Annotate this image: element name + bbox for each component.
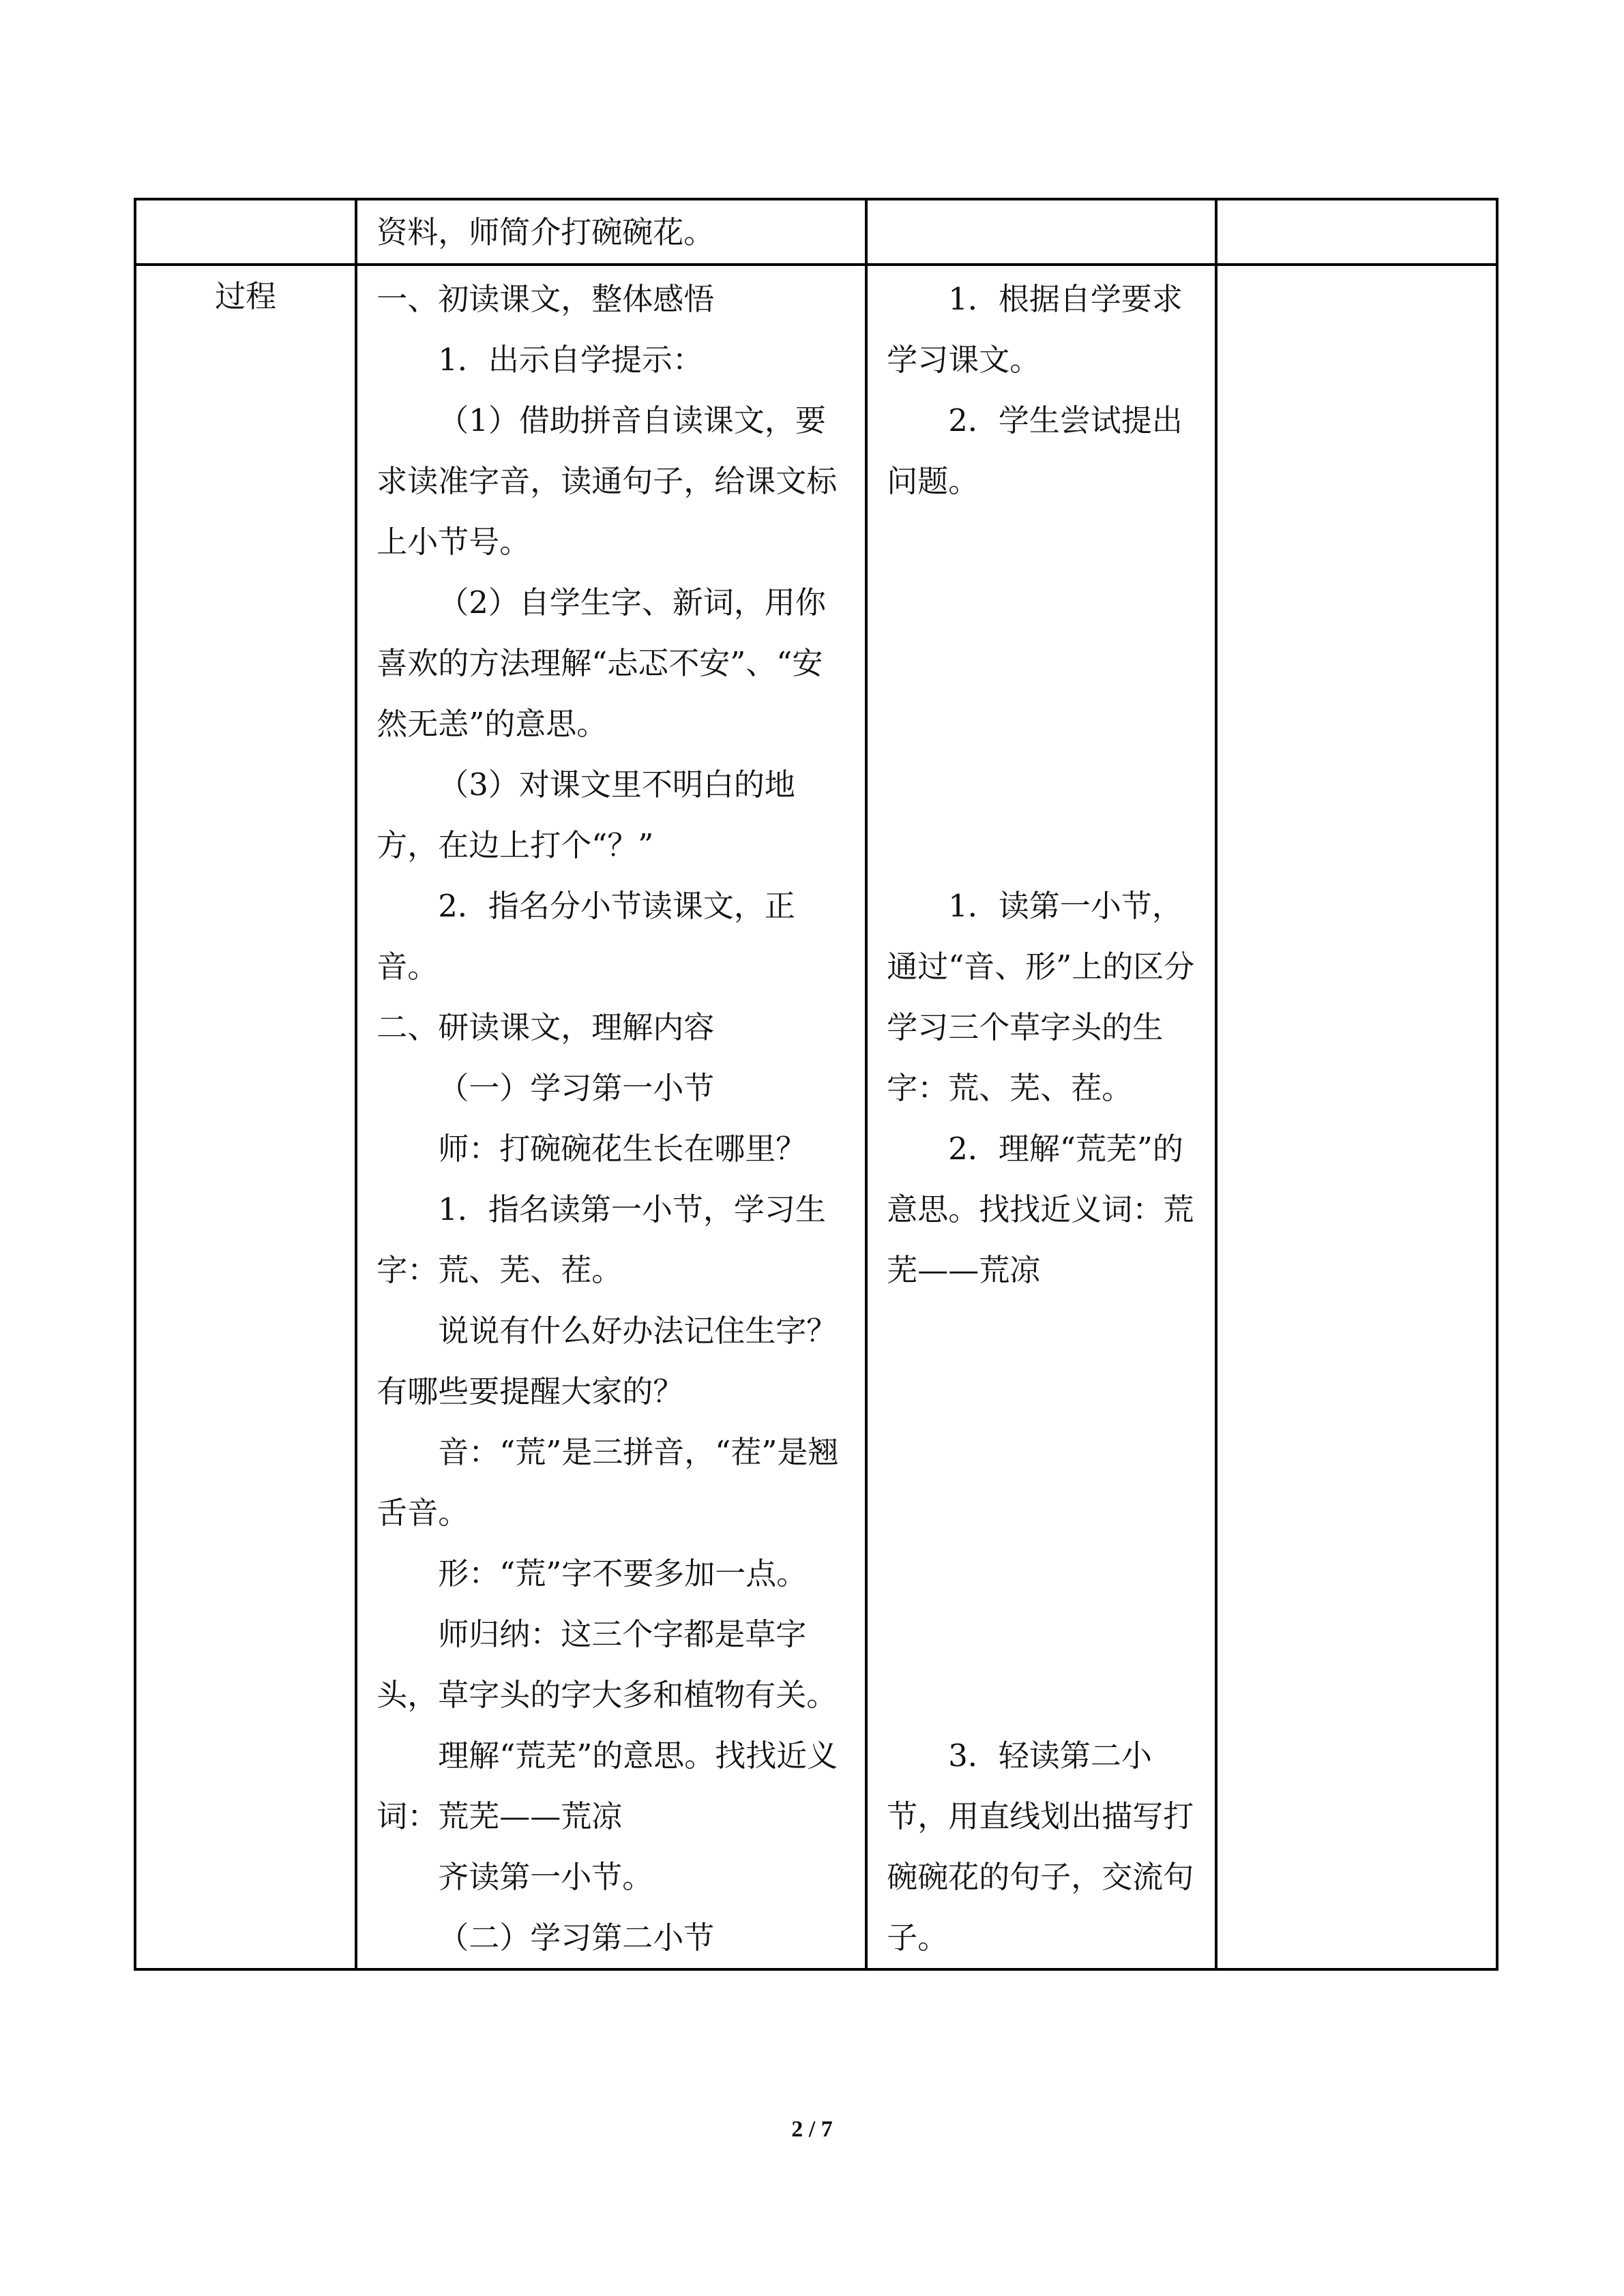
- teacher-activity-text: [357, 266, 865, 1968]
- teacher-item: 2．指名分小节读课文，正音。: [377, 888, 795, 985]
- teacher-item: （二）学习第二小节: [438, 1920, 715, 1956]
- teacher-item: 音：“荒”是三拼音，“茬”是翘舌音。: [377, 1434, 839, 1531]
- student-item: 2．学生尝试提出问题。: [887, 402, 1183, 499]
- student-group-2: [887, 876, 1200, 1300]
- teacher-item: 1．出示自学提示：: [438, 342, 703, 378]
- student-item: 2．理解“荒芜”的意思。找找近义词：荒芜——荒凉: [887, 1131, 1194, 1288]
- teacher-item: 形：“荒”字不要多加一点。: [438, 1555, 808, 1592]
- table-row: [135, 265, 1497, 1969]
- teacher-item: 1．指名读第一小节，学习生字：荒、芜、茬。: [377, 1191, 826, 1288]
- teacher-item: 说说有什么好办法记住生字？有哪些要提醒大家的？: [377, 1313, 838, 1410]
- teacher-activity-cell: [356, 265, 866, 1969]
- notes-cell: [1216, 265, 1497, 1969]
- student-item: 1．读第一小节，通过“音、形”上的区分学习三个草字头的生字：荒、芜、茬。: [887, 888, 1195, 1106]
- teacher-item: 齐读第一小节。: [438, 1859, 653, 1895]
- row-label-process: 过程: [215, 278, 277, 314]
- teacher-item: （1）借助拼音自读课文，要求读准字音，读通句子，给课文标上小节号。: [377, 402, 838, 560]
- teacher-item: （3）对课文里不明白的地方，在边上打个“？”: [377, 766, 795, 863]
- row-label-cell: [135, 265, 356, 1969]
- student-item: 3．轻读第二小节，用直线划出描写打碗碗花的句子，交流句子。: [887, 1738, 1194, 1956]
- spacer: [887, 511, 1200, 876]
- teacher-item: 一、初读课文，整体感悟: [377, 281, 715, 317]
- teacher-item: 师：打碗碗花生长在哪里？: [438, 1131, 807, 1167]
- table-row: [135, 199, 1497, 265]
- teacher-item: 师归纳：这三个字都是草字头，草字头的字大多和植物有关。: [377, 1616, 838, 1713]
- table-cell-empty: [135, 199, 356, 265]
- table-cell-top-col2: [356, 199, 866, 265]
- table-cell-top-col4: [1216, 199, 1497, 265]
- student-activity-text: [868, 266, 1215, 1968]
- student-activity-cell: [866, 265, 1216, 1969]
- student-group-3: [887, 1725, 1200, 1968]
- page-number: 2 / 7: [791, 2117, 833, 2142]
- student-item: 1．根据自学要求学习课文。: [887, 281, 1183, 378]
- teacher-item: 二、研读课文，理解内容: [377, 1009, 715, 1045]
- teacher-item: （一）学习第一小节: [438, 1070, 715, 1106]
- teacher-item: （2）自学生字、新词，用你喜欢的方法理解“忐忑不安”、“安然无恙”的意思。: [377, 584, 826, 742]
- top-row-text: 资料，师简介打碗碗花。: [377, 214, 715, 250]
- spacer: [887, 1300, 1200, 1725]
- student-group-1: [887, 269, 1200, 511]
- table-cell-top-col3: [866, 199, 1216, 265]
- lesson-plan-table: [134, 198, 1498, 1971]
- teacher-item: 理解“荒芜”的意思。找找近义词：荒芜——荒凉: [377, 1738, 838, 1834]
